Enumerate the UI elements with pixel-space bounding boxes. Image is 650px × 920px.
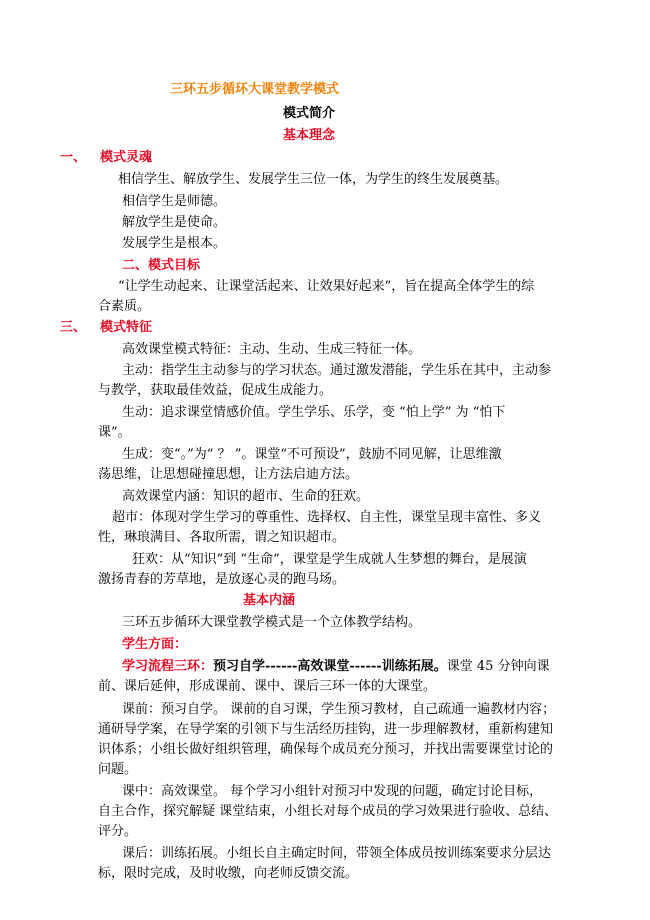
kuanghuan-line-1: 狂欢：从“知识”到 “生命”，课堂是学生成就人生梦想的舞台，是展演 xyxy=(132,552,527,567)
section-number-1: 一、 xyxy=(60,150,87,165)
keqian-line-2: 通研导学案，在导学案的引领下与生活经历挂钩，进一步理解教材，重新构建知 xyxy=(98,722,554,737)
kezhong-line-1: 课中：高效课堂。 每个学习小组针对预习中发现的问题，确定讨论目标， xyxy=(122,784,543,799)
chaoshi-line-2: 性，琳琅满目、各取所需，谓之知识超市。 xyxy=(98,530,346,545)
section-heading-jiben-neihan: 基本内涵 xyxy=(243,593,296,608)
s3-intro: 高效课堂模式特征：主动、生动、生成三特征一体。 xyxy=(122,342,422,357)
kezhong-line-2: 自主合作，探究解疑 课堂结束，小组长对每个成员的学习效果进行验收、总结、 xyxy=(98,804,558,819)
shengcheng-line-1: 生成：变“。”为“ ？ ”。课堂“不可预设”，鼓励不同见解，让思维激 xyxy=(122,447,502,462)
keqian-line-3: 识体系；小组长做好组织管理，确保每个成员充分预习，并找出需要课堂讨论的 xyxy=(98,742,554,757)
s1-paragraph: 相信学生、解放学生、发展学生三位一体，为学生的终生发展奠基。 xyxy=(118,172,509,187)
s2-paragraph-line-1: “让学生动起来、让课堂活起来、让效果好起来”，旨在提高全体学生的综 xyxy=(118,279,535,294)
zhudong-line-2: 与教学，获取最佳效益，促成生成能力。 xyxy=(98,383,333,398)
doc-subtitle: 模式简介 xyxy=(283,106,336,121)
liucheng-steps: 预习自学------高效课堂------训练拓展。 xyxy=(213,659,447,674)
liucheng-line-2: 前、课后延伸，形成课前、课中、课后三环一体的大课堂。 xyxy=(98,679,437,694)
liucheng-rest: 课堂 45 分钟向课 xyxy=(446,659,550,674)
kezhong-line-3: 评分。 xyxy=(98,824,138,839)
section-heading-1: 模式灵魂 xyxy=(100,150,153,165)
s2-paragraph-line-2: 合素质。 xyxy=(98,299,151,314)
xuesheng-heading: 学生方面： xyxy=(122,637,188,652)
doc-title: 三环五步循环大课堂教学模式 xyxy=(170,82,340,97)
section-heading-3: 模式特征 xyxy=(100,320,153,335)
kehou-line-1: 课后：训练拓展。小组长自主确定时间，带领全体成员按训练案要求分层达 xyxy=(122,846,552,861)
section-number-3: 三、 xyxy=(60,320,87,335)
keqian-line-4: 问题。 xyxy=(98,762,138,777)
s1-line-1: 相信学生是师德。 xyxy=(122,194,227,209)
kuanghuan-line-2: 激扬青春的芳草地，是放逐心灵的跑马场。 xyxy=(98,572,346,587)
neihan-line: 高效课堂内涵：知识的超市、生命的狂欢。 xyxy=(122,489,370,504)
s1-line-2: 解放学生是使命。 xyxy=(122,215,227,230)
section-heading-jiben-linian: 基本理念 xyxy=(283,128,336,143)
section-heading-2: 二、模式目标 xyxy=(122,258,201,273)
shengdong-line-2: 课”。 xyxy=(98,425,131,440)
s1-line-3: 发展学生是根本。 xyxy=(122,236,227,251)
shengdong-line-1: 生动：追求课堂情感价值。学生学乐、乐学，变 “怕上学” 为 “怕下 xyxy=(122,405,506,420)
kehou-line-2: 标，限时完成，及时收缴，向老师反馈交流。 xyxy=(98,866,359,881)
chaoshi-line-1: 超市：体现对学生学习的尊重性、选择权、自主性，课堂呈现丰富性、多义 xyxy=(112,510,542,525)
neihan-paragraph: 三环五步循环大课堂教学模式是一个立体教学结构。 xyxy=(122,615,422,630)
shengcheng-line-2: 荡思维，让思想碰撞思想，让方法启迪方法。 xyxy=(98,467,359,482)
liucheng-line-1 xyxy=(122,657,550,677)
liucheng-label: 学习流程三环： xyxy=(122,659,214,674)
keqian-line-1: 课前：预习自学。 课前的自习课，学生预习教材，自己疏通一遍教材内容； xyxy=(122,702,556,717)
zhudong-line-1: 主动：指学生主动参与的学习状态。通过激发潜能，学生乐在其中，主动参 xyxy=(122,363,552,378)
